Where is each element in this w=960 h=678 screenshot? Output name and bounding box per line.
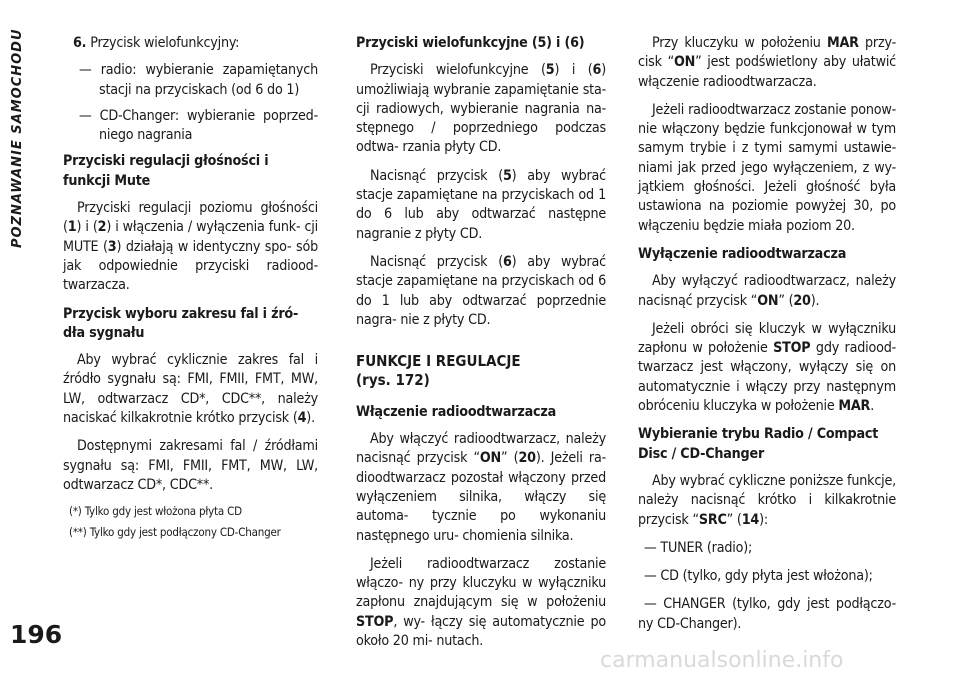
item-6-dash-2: — CD-Changer: wybieranie poprzed- niego nagrania [79, 107, 318, 144]
heading-mode-select: Wybieranie trybu Radio / Compact Disc / CD-Changer [638, 426, 879, 462]
footnote-1: (*) Tylko gdy jest włożona płyta CD [69, 504, 242, 519]
section-title: FUNKCJE I REGULACJE [356, 352, 521, 371]
paragraph-mode-select: Aby wybrać cykliczne poniższe funkcje, należy nacisnąć krótko i kilkakrotnie przycisk “SRC” (14): [638, 472, 896, 528]
page-number: 196 [10, 620, 63, 649]
sidebar [0, 0, 63, 678]
item-6: 6. Przycisk wielofunkcyjny: [73, 35, 240, 51]
column-3 [638, 34, 896, 643]
watermark: carmanualsonline.info [600, 648, 844, 673]
column-2 [356, 34, 606, 660]
heading-volume-mute: Przyciski regulacji głośności i funkcji Mute [63, 153, 269, 189]
column-1 [63, 34, 318, 546]
section-title-vertical: POZNAWANIE SAMOCHODU [10, 28, 25, 248]
item-6-dash-1: — radio: wybieranie zapamiętanych stacji na przyciskach (od 6 do 1) [79, 62, 318, 98]
heading-power-on: Włączenie radioodtwarzacza [356, 403, 556, 420]
paragraph-button-6: Nacisnąć przycisk (6) aby wybrać stacje zapamiętane na przyciskach od 6 do 1 lub aby odtwarzać poprzednie nagra- nie z płyty CD. [356, 253, 606, 328]
paragraph-power-on: Aby włączyć radioodtwarzacz, należy nacisnąć przycisk “ON” (20). Jeżeli ra- dioodtwarzacz pozostał włączony przed wyłączeniem silnika, włączy się automa- tycznie po wykonaniu następnego uru- chomienia silnika. [356, 431, 606, 544]
section-subtitle: (rys. 172) [356, 371, 430, 390]
paragraph-reenable: Jeżeli radioodtwarzacz zostanie ponow- nie włączony będzie funkcjonował w tym samym trybie i z tymi samymi ustawie- niami jak przed jego wyłączeniem, z wy- jątkiem głośności. Jeżeli głośność była ustawiona na poziomie powyżej 30, po włączeniu będzie miała poziom 20. [638, 101, 896, 234]
paragraph-stop: Jeżeli radioodtwarzacz zostanie włączo- ny przy kluczyku w wyłączniku zapłonu znajdującym się w położeniu STOP, wy- łączy się automatycznie po około 20 mi- nutach. [356, 555, 606, 650]
paragraph-power-off: Aby wyłączyć radioodtwarzacz, należy nacisnąć przycisk “ON” (20). [638, 273, 896, 309]
footnote-2: (**) Tylko gdy jest podłączony CD-Changer [69, 525, 281, 540]
paragraph-multifunction: Przyciski wielofunkcyjne (5) i (6) umożliwiają wybranie zapamiętanie sta- cji radiowych, wybieranie nagrania na- stępnego / poprzedniego podczas odtwa- rzania płyty CD. [356, 62, 606, 156]
heading-band-source: Przycisk wyboru zakresu fal i źró- dła sygnału [63, 305, 299, 341]
mode-cd: — CD (tylko, gdy płyta jest włożona); [644, 568, 873, 585]
paragraph-mar: Przy kluczyku w położeniu MAR przy- cisk “ON” jest podświetlony aby ułatwić włączenie radioodtwarzacza. [638, 35, 896, 90]
paragraph-band: Aby wybrać cyklicznie zakres fal i źródło sygnału są: FMI, FMII, FMT, MW, LW, odtwarzacz CD*, CDC**, należy naciskać kilkakrotnie krótko przycisk (4). [63, 352, 318, 427]
heading-multifunction: Przyciski wielofunkcyjne (5) i (6) [356, 35, 585, 51]
mode-changer: — CHANGER (tylko, gdy jest podłączo- ny CD-Changer). [638, 596, 896, 632]
heading-power-off: Wyłączenie radioodtwarzacza [638, 245, 847, 262]
paragraph-bands-list: Dostępnymi zakresami fal / źródłami sygnału są: FMI, FMII, FMT, MW, LW, odtwarzacz CD*, CDC**. [63, 438, 318, 493]
mode-tuner: — TUNER (radio); [644, 539, 753, 556]
paragraph-button-5: Nacisnąć przycisk (5) aby wybrać stacje zapamiętane na przyciskach od 1 do 6 lub aby odtwarzać następne nagranie z płyty CD. [356, 167, 606, 242]
paragraph-key-stop: Jeżeli obróci się kluczyk w wyłączniku zapłonu w położenie STOP gdy radiood- twarzacz jest włączony, wyłączy się on automatycznie i włączy przy następnym obróceniu kluczyka w położenie MAR. [638, 320, 897, 415]
paragraph-volume: Przyciski regulacji poziomu głośności (1) i (2) i włączenia / wyłączenia funk- cji MUTE (3) działają w identyczny spo- sób jak odpowiednie przyciski radiood- twarzacza. [63, 200, 319, 294]
